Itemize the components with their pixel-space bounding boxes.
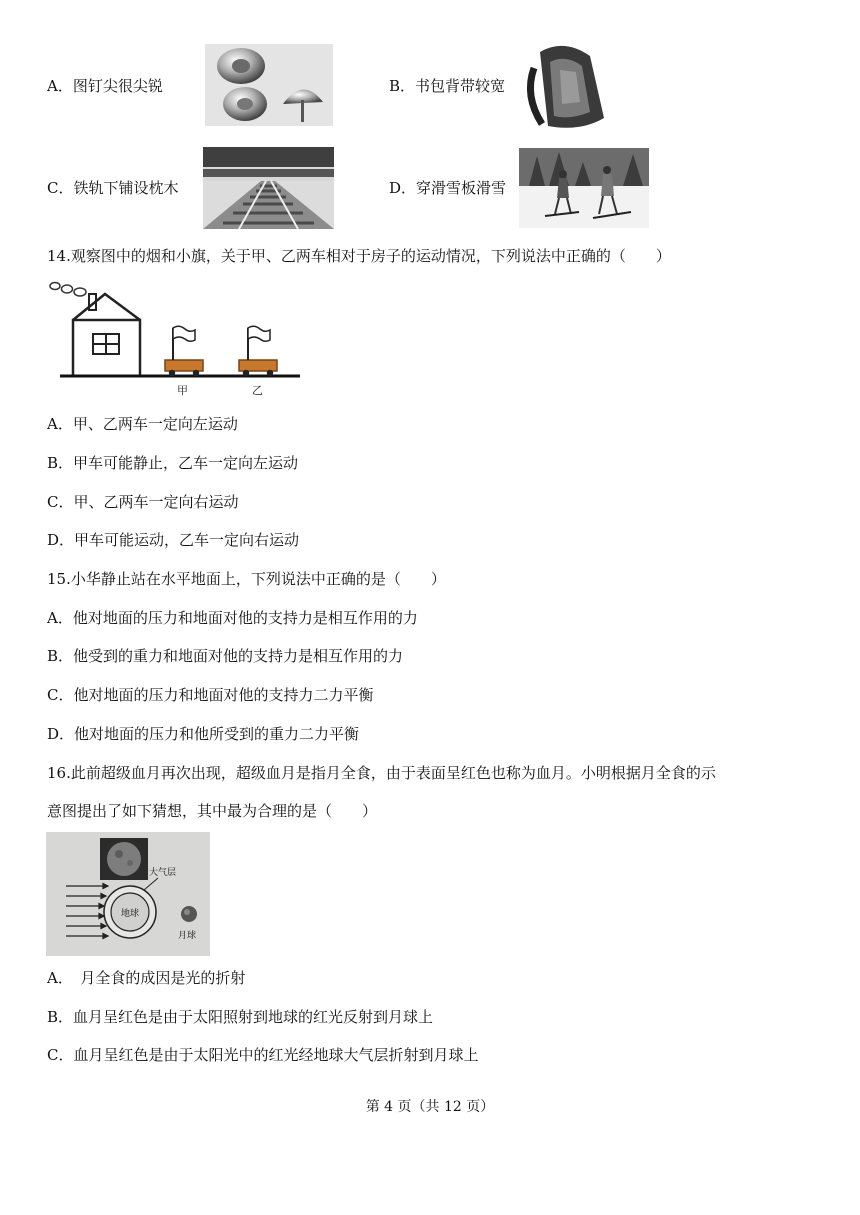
house-flags-figure — [45, 280, 305, 398]
car-yi-label: 乙 — [252, 384, 263, 397]
q13-option-d: D．穿滑雪板滑雪 — [389, 179, 507, 197]
skiing-photo — [519, 148, 649, 228]
q14-option-a: A．甲、乙两车一定向左运动 — [47, 415, 238, 433]
q15-option-b: B．他受到的重力和地面对他的支持力是相互作用的力 — [47, 647, 404, 665]
q15-stem: 15.小华静止站在水平地面上，下列说法中正确的是（ ） — [47, 570, 446, 588]
moon-label: 月球 — [178, 931, 197, 941]
page-footer: 第 4 页（共 12 页） — [365, 1099, 495, 1115]
railway-photo — [203, 147, 334, 229]
q13-option-a: A．图钉尖很尖锐 — [47, 77, 163, 95]
q14-option-c: C．甲、乙两车一定向右运动 — [47, 493, 239, 511]
q14-option-b: B．甲车可能静止，乙车一定向左运动 — [47, 454, 299, 472]
lunar-eclipse-figure — [46, 832, 210, 956]
car-jia-label: 甲 — [177, 384, 188, 397]
thumbtack-photo — [205, 44, 333, 126]
q16-option-b: B．血月呈红色是由于太阳照射到地球的红光反射到月球上 — [47, 1008, 434, 1026]
q16-option-c: C．血月呈红色是由于太阳光中的红光经地球大气层折射到月球上 — [47, 1046, 479, 1064]
q16-stem-line1: 16.此前超级血月再次出现，超级血月是指月全食，由于表面呈红色也称为血月。小明根据月全食的示 — [47, 764, 716, 782]
q13-option-b: B．书包背带较宽 — [389, 77, 506, 95]
q13-option-c: C．铁轨下铺设枕木 — [47, 179, 179, 197]
q15-option-d: D．他对地面的压力和他所受到的重力二力平衡 — [47, 725, 360, 743]
atmosphere-label: 大气层 — [149, 868, 177, 878]
q14-stem: 14.观察图中的烟和小旗，关于甲、乙两车相对于房子的运动情况，下列说法中正确的（ ） — [47, 247, 671, 265]
q16-stem-line2: 意图提出了如下猜想，其中最为合理的是（ ） — [47, 802, 378, 820]
backpack-photo — [520, 40, 608, 132]
q15-option-c: C．他对地面的压力和地面对他的支持力二力平衡 — [47, 686, 374, 704]
earth-label: 地球 — [121, 909, 140, 919]
q16-option-a: A． 月全食的成因是光的折射 — [47, 969, 246, 987]
q14-option-d: D．甲车可能运动，乙车一定向右运动 — [47, 531, 300, 549]
q15-option-a: A．他对地面的压力和地面对他的支持力是相互作用的力 — [47, 609, 418, 627]
